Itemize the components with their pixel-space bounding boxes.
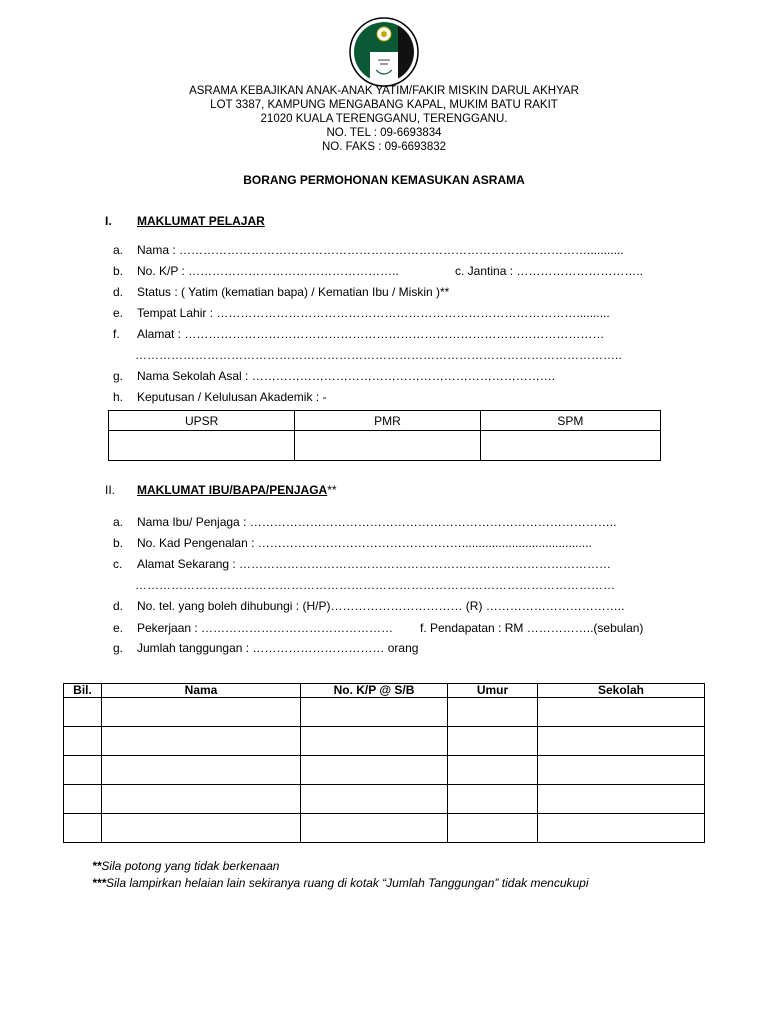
dep-cell[interactable] [64, 814, 102, 843]
dep-header-nama: Nama [102, 684, 301, 698]
section1-numeral: I. [105, 214, 112, 228]
dep-cell[interactable] [102, 756, 301, 785]
table-row [64, 814, 705, 843]
field-nama-penjaga[interactable]: a. Nama Ibu/ Penjaga : ……………………………………………………………………………….. [113, 515, 617, 529]
section2-heading [105, 483, 337, 497]
field-alamat-sekarang[interactable]: c. Alamat Sekarang : ………………………………………………………………………………… [113, 557, 612, 571]
dep-cell[interactable] [448, 727, 538, 756]
dependents-table [63, 683, 705, 843]
section2-title: MAKLUMAT IBU/BAPA/PENJAGA [137, 483, 328, 497]
academic-cell-upsr[interactable] [109, 431, 295, 461]
header-address [0, 84, 768, 154]
section2-title-suffix: ** [327, 483, 337, 497]
dep-cell[interactable] [448, 756, 538, 785]
field-kad-pengenalan[interactable]: b. No. Kad Pengenalan : ……………………………………………....................................... [113, 536, 592, 550]
academic-cell-spm[interactable] [480, 431, 660, 461]
org-address-line2: 21020 KUALA TERENGGANU, TERENGGANU. [260, 113, 508, 125]
field-jantina[interactable]: c. Jantina : ………………………….. [455, 264, 644, 278]
field-sekolah-asal[interactable]: g. Nama Sekolah Asal : …………………………………………………………………. [113, 369, 556, 383]
field-keputusan-akademik: h. Keputusan / Kelulusan Akademik : - [113, 390, 327, 404]
note-1: **Sila potong yang tidak berkenaan [92, 859, 280, 873]
section1-heading [105, 214, 265, 228]
table-row [64, 727, 705, 756]
section1-title: MAKLUMAT PELAJAR [137, 214, 265, 228]
academic-header-upsr: UPSR [109, 411, 295, 431]
dep-cell[interactable] [448, 814, 538, 843]
field-no-tel[interactable]: d. No. tel. yang boleh dihubungi : (H/P)…………………………… (R) …………………………….. [113, 599, 625, 613]
field-no-kp[interactable]: b. No. K/P : …………………………………………….. [113, 264, 399, 278]
dep-header-sekolah: Sekolah [538, 684, 705, 698]
dep-cell[interactable] [538, 814, 705, 843]
org-address-line1: LOT 3387, KAMPUNG MENGABANG KAPAL, MUKIM BATU RAKIT [210, 99, 558, 111]
dep-header-kp: No. K/P @ S/B [301, 684, 448, 698]
dep-cell[interactable] [301, 756, 448, 785]
table-row [64, 698, 705, 727]
academic-header-pmr: PMR [295, 411, 480, 431]
field-pekerjaan[interactable]: e. Pekerjaan : ………………………………………… [113, 621, 394, 635]
dep-cell[interactable] [64, 727, 102, 756]
logo-icon [348, 16, 420, 88]
field-pendapatan[interactable]: f. Pendapatan : RM ……………..(sebulan) [420, 621, 644, 635]
form-title: BORANG PERMOHONAN KEMASUKAN ASRAMA [243, 173, 525, 187]
dep-cell[interactable] [538, 785, 705, 814]
dep-cell[interactable] [102, 785, 301, 814]
org-phone: NO. TEL : 09-6693834 [326, 127, 442, 139]
dep-cell[interactable] [64, 785, 102, 814]
dep-cell[interactable] [301, 814, 448, 843]
dep-header-bil: Bil. [64, 684, 102, 698]
dep-cell[interactable] [448, 785, 538, 814]
academic-header-spm: SPM [480, 411, 660, 431]
org-name: ASRAMA KEBAJIKAN ANAK-ANAK YATIM/FAKIR MISKIN DARUL AKHYAR [189, 85, 579, 97]
academic-table [108, 410, 661, 461]
dep-cell[interactable] [538, 756, 705, 785]
dep-cell[interactable] [301, 785, 448, 814]
dep-cell[interactable] [102, 727, 301, 756]
academic-cell-pmr[interactable] [295, 431, 480, 461]
note-2: ***Sila lampirkan helaian lain sekiranya ruang di kotak “Jumlah Tanggungan” tidak mencukupi [92, 876, 589, 890]
dep-cell[interactable] [538, 727, 705, 756]
dep-header-umur: Umur [448, 684, 538, 698]
field-status[interactable]: d. Status : ( Yatim (kematian bapa) / Kematian Ibu / Miskin )** [113, 285, 450, 299]
table-row [64, 785, 705, 814]
table-row [64, 756, 705, 785]
dep-cell[interactable] [448, 698, 538, 727]
dep-cell[interactable] [64, 756, 102, 785]
dep-cell[interactable] [102, 698, 301, 727]
field-jumlah-tanggungan[interactable]: g. Jumlah tanggungan : …………………………… orang [113, 641, 419, 655]
field-nama[interactable]: a. Nama : …………………………………………………………………………………………........... [113, 243, 624, 257]
dep-cell[interactable] [102, 814, 301, 843]
dep-cell[interactable] [64, 698, 102, 727]
field-alamat-line2[interactable]: ………………………………………………………………………………………………………….. [135, 348, 622, 362]
dep-cell[interactable] [301, 698, 448, 727]
field-tempat-lahir[interactable]: e. Tempat Lahir : ……………………………………………………………………………….......... [113, 306, 610, 320]
section2-numeral: II. [105, 483, 116, 497]
dep-cell[interactable] [538, 698, 705, 727]
dep-cell[interactable] [301, 727, 448, 756]
field-alamat[interactable]: f. Alamat : …………………………………………………………………………………………… [113, 327, 605, 341]
org-fax: NO. FAKS : 09-6693832 [321, 141, 447, 153]
field-alamat-sekarang-line2[interactable]: ………………………………………………………………………………………………………… [135, 578, 615, 592]
